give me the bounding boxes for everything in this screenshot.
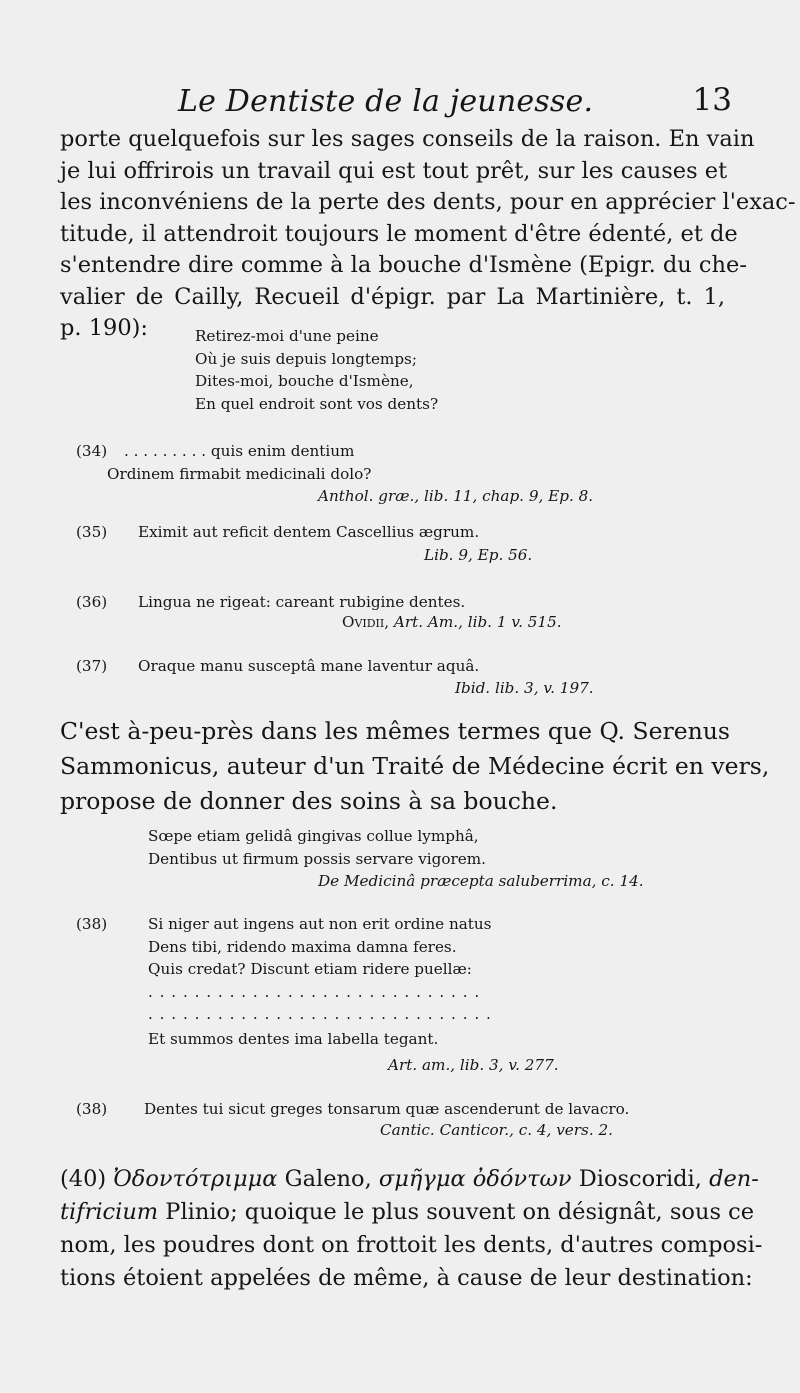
text-run: (40) [60,1166,114,1192]
footnote-line: Oraque manu susceptâ mane laventur aquâ. [138,657,480,675]
verse-serenus-reference: De Medicinâ præcepta saluberrima, c. 14. [318,872,644,890]
footnote-line: Ordinem firmabit medicinali dolo? [107,465,372,483]
verse-line: En quel endroit sont vos dents? [195,394,439,413]
reference-author: Ovidii, [342,613,390,631]
reference-citation: Art. Am., lib. 1 v. 515. [393,613,562,631]
page-number: 13 [692,82,732,118]
text-line: tions étoient appelées de même, à cause de leur destination: [60,1265,753,1291]
text-line: Sammonicus, auteur d'un Traité de Médecine écrit en vers, [60,752,770,780]
verse-line: Dites-moi, bouche d'Ismène, [195,372,414,390]
italic-word: tifricium [60,1199,159,1225]
footnote-line: Lingua ne rigeat: careant rubigine dentes. [138,593,466,611]
verse-line: Sœpe etiam gelidâ gingivas collue lymphâ, [148,827,479,845]
text-line: valier de Cailly, Recueil d'épigr. par La Martinière, t. 1, [60,283,725,310]
footnote-37-reference: Ibid. lib. 3, v. 197. [455,679,594,697]
text-line: p. 190): [60,315,149,341]
paragraph-3 [60,1163,763,1295]
footnote-34-reference: Anthol. græ., lib. 11, chap. 9, Ep. 8. [318,487,594,505]
text-line: titude, il attendroit toujours le moment d'être édenté, et de [60,220,738,247]
footnote-39-reference: Cantic. Canticor., c. 4, vers. 2. [380,1121,613,1139]
paragraph-2 [60,714,770,819]
footnote-ellipsis-line: . . . . . . . . . . . . . . . . . . . . . . . . . . . . . [148,982,481,1001]
text-run: Galeno, [277,1166,379,1192]
footnote-line: Dens tibi, ridendo maxima damna feres. [148,937,457,956]
verse-line: Retirez-moi d'une peine [195,327,379,345]
greek-word: σμῆγμα ὀδόντων [378,1166,572,1192]
text-line [60,1163,759,1196]
footnote-line: Et summos dentes ima labella tegant. [148,1029,439,1048]
footnote-38-reference: Art. am., lib. 3, v. 277. [388,1056,559,1074]
text-line: les inconvéniens de la perte des dents, pour en apprécier l'exac- [60,189,796,215]
text-line: propose de donner des soins à sa bouche. [60,787,558,815]
text-line: je lui offrirois un travail qui est tout prêt, sur les causes et [60,157,728,184]
footnote-number: (35) [76,523,108,541]
text-line: s'entendre dire comme à la bouche d'Ismène (Epigr. du che- [60,252,747,278]
text-run: Dioscoridi, [571,1166,710,1192]
text-line [60,1196,755,1229]
footnote-line: Si niger aut ingens aut non erit ordine natus [148,915,492,933]
verse-quote-serenus [148,825,486,870]
footnote-number: (34) [76,442,108,460]
footnote-number: (38) [76,915,108,933]
footnote-35-reference: Lib. 9, Ep. 56. [424,546,533,564]
footnote-number: (37) [76,657,108,675]
text-line: nom, les poudres dont on frottoit les dents, d'autres composi- [60,1232,763,1258]
italic-word: den- [709,1166,759,1192]
footnote-number: (36) [76,593,108,611]
running-title: Le Dentiste de la jeunesse. [178,84,594,119]
footnote-36-reference [342,613,562,631]
footnote-line: Eximit aut reficit dentem Cascellius ægrum. [138,523,480,541]
verse-line: Où je suis depuis longtemps; [195,349,417,368]
footnote-line: . . . . . . . . . quis enim dentium [124,442,355,460]
paragraph-1 [60,124,796,345]
verse-line: Dentibus ut firmum possis servare vigorem. [148,849,487,868]
footnote-line: Quis credat? Discunt etiam ridere puellæ: [148,960,472,978]
text-line: porte quelquefois sur les sages conseils de la raison. En vain [60,126,755,152]
footnote-ellipsis-line: . . . . . . . . . . . . . . . . . . . . . . . . . . . . . . [148,1005,492,1023]
text-run: Plinio; quoique le plus souvent on désignât, sous ce [158,1199,755,1225]
footnote-line: Dentes tui sicut greges tonsarum quæ ascenderunt de lavacro. [144,1100,630,1118]
greek-word: Ὀδοντότριμμα [113,1166,278,1192]
text-line: C'est à-peu-près dans les mêmes termes que Q. Serenus [60,717,730,745]
verse-quote-ismene [195,325,438,415]
footnote-verse [148,913,492,1050]
running-header [178,84,738,124]
footnote-number: (38) [76,1100,108,1118]
